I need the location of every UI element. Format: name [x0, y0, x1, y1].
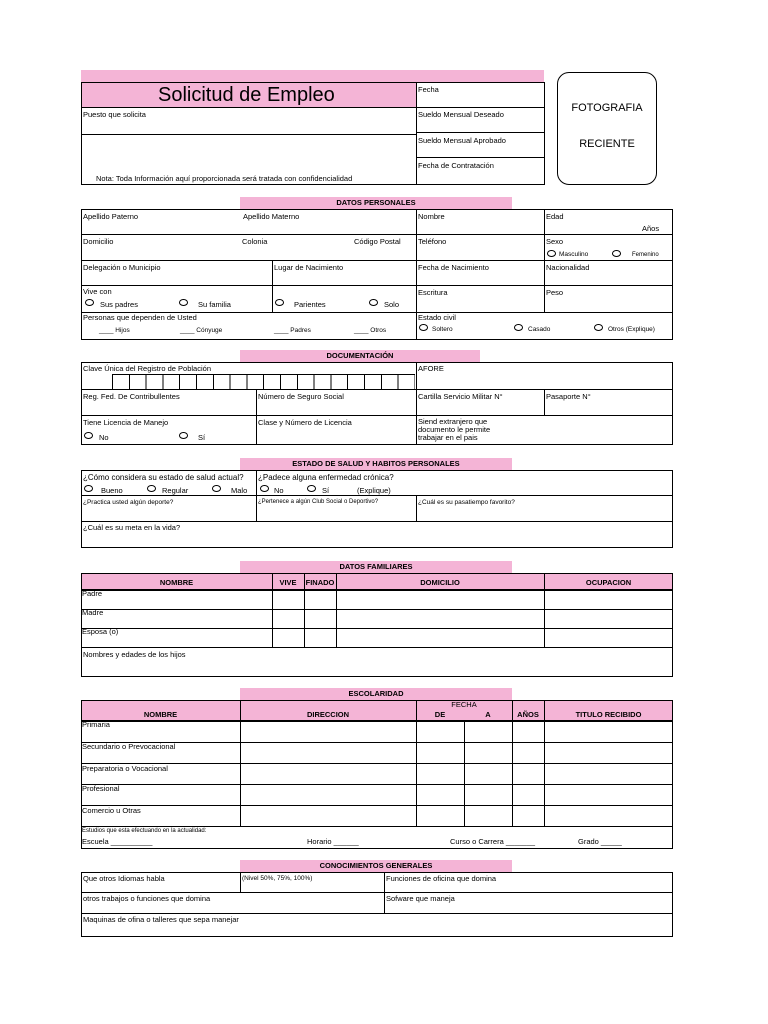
pasaporte-label: Pasaporte N°	[546, 392, 591, 401]
domicilio-label: Domicilio	[83, 237, 114, 246]
conyuge-field[interactable]: ____ Cónyuge	[180, 327, 223, 334]
femenino-label: Femenino	[632, 252, 659, 258]
photo-label-1: FOTOGRAFIA	[571, 102, 643, 114]
codigo-postal-label: Código Postal	[354, 237, 401, 246]
puesto-label: Puesto que solicita	[83, 110, 146, 119]
esc-header-a: A	[485, 710, 491, 719]
otros-radio[interactable]	[594, 324, 603, 331]
licencia-label: Tiene Licencia de Manejo	[83, 418, 169, 427]
esc-header-de: DE	[434, 710, 446, 719]
confidentiality-note: Nota: Toda Información aquí proporcionada será tratada con confidencialidad	[96, 174, 353, 183]
casado-radio[interactable]	[514, 324, 523, 331]
esc-row-secundaria: Secundario o Prevocacional	[82, 742, 176, 751]
esc-header-anos: AÑOS	[517, 710, 539, 719]
esc-header-direccion: DIRECCION	[306, 710, 350, 719]
padres-field[interactable]: ____ Padres	[274, 327, 311, 334]
salud-regular-radio[interactable]	[147, 485, 156, 492]
esc-row-profesional: Profesional	[82, 784, 120, 793]
rfc-label: Reg. Fed. De Contribullentes	[83, 392, 180, 401]
solo-label: Solo	[384, 300, 400, 309]
salud-malo-radio[interactable]	[212, 485, 221, 492]
fam-hijos-label: Nombres y edades de los hijos	[83, 650, 186, 659]
fam-header-vive: VIVE	[279, 578, 297, 587]
section-familiares: DATOS FAMILIARES	[240, 561, 512, 573]
enfermedad-si-label: Sí	[322, 486, 330, 495]
section-conocimientos: CONOCIMIENTOS GENERALES	[240, 860, 512, 872]
afore-label: AFORE	[418, 364, 444, 373]
nombre-label: Nombre	[418, 212, 445, 221]
apellido-paterno-label: Apellido Paterno	[83, 212, 139, 221]
explique-label: (Explique)	[357, 486, 391, 495]
idiomas-label: Que otros Idiomas habla	[83, 874, 165, 883]
soltero-radio[interactable]	[419, 324, 428, 331]
nacionalidad-label: Nacionalidad	[546, 263, 590, 272]
escuela-field[interactable]: Escuela __________	[82, 837, 153, 846]
dependientes-label: Personas que dependen de Usted	[83, 313, 197, 322]
masculino-label: Masculino	[559, 251, 589, 258]
section-documentacion: DOCUMENTACIÓN	[240, 350, 480, 362]
casado-label: Casado	[528, 326, 551, 333]
meta-label: ¿Cuál es su meta en la vida?	[83, 523, 181, 532]
sus-padres-radio[interactable]	[85, 299, 94, 306]
sueldo-deseado-label: Sueldo Mensual Deseado	[418, 110, 504, 119]
deporte-label: ¿Practica usted algún deporte?	[83, 499, 174, 506]
estudios-actuales-label: Estudios que esta efectuando en la actualidad:	[82, 828, 207, 834]
colonia-label: Colonia	[242, 237, 268, 246]
su-familia-radio[interactable]	[179, 299, 188, 306]
curp-label: Clave Única del Registro de Población	[83, 364, 211, 373]
parientes-label: Parientes	[294, 300, 326, 309]
extranjero-label-1: Siend extranjero que	[418, 417, 488, 426]
maquinas-label: Maquinas de ofina o talleres que sepa manejar	[83, 915, 239, 924]
esc-header-titulo: TITULO RECIBIDO	[575, 710, 642, 719]
estado-salud-label: ¿Cómo considera su estado de salud actual?	[83, 473, 244, 482]
esc-header-fecha: FECHA	[451, 700, 477, 709]
extranjero-label-2: documento le permite	[418, 425, 491, 434]
esc-row-comercio: Comercio u Otras	[82, 806, 141, 815]
fam-header-nombre: NOMBRE	[159, 578, 194, 587]
otros-field[interactable]: ____ Otros	[354, 327, 387, 334]
fam-header-finado: FINADO	[305, 578, 335, 587]
parientes-radio[interactable]	[275, 299, 284, 306]
fecha-contratacion-label: Fecha de Contratación	[418, 161, 494, 170]
sus-padres-label: Sus padres	[100, 300, 138, 309]
soltero-label: Soltero	[432, 326, 453, 333]
club-label: ¿Pertenece a algún Club Social o Deportivo?	[258, 499, 379, 505]
title-banner	[81, 70, 544, 82]
enfermedad-no-label: No	[274, 486, 284, 495]
nivel-label: (Nivel 50%, 75%, 100%)	[242, 875, 313, 882]
vive-con-label: Vive con	[83, 287, 112, 296]
conocimientos-table	[81, 872, 673, 937]
salud-bueno-label: Bueno	[101, 486, 123, 495]
photo-box	[557, 72, 657, 185]
salud-regular-label: Regular	[162, 486, 189, 495]
nss-label: Número de Seguro Social	[258, 392, 344, 401]
clase-licencia-label: Clase y Número de Licencia	[258, 418, 352, 427]
curso-field[interactable]: Curso o Carrera _______	[450, 837, 536, 846]
esc-row-preparatoria: Preparatoria o Vocacional	[82, 764, 168, 773]
section-datos-personales: DATOS PERSONALES	[240, 197, 512, 209]
fam-row-esposa: Esposa (o)	[82, 627, 119, 636]
sexo-label: Sexo	[546, 237, 564, 246]
licencia-no-radio[interactable]	[84, 432, 93, 439]
licencia-no-label: No	[99, 433, 109, 442]
photo-label-2: RECIENTE	[579, 138, 635, 150]
horario-field[interactable]: Horario ______	[307, 837, 359, 846]
salud-bueno-radio[interactable]	[84, 485, 93, 492]
section-escolaridad: ESCOLARIDAD	[240, 688, 512, 700]
estado-civil-label: Estado civil	[418, 313, 456, 322]
sueldo-aprobado-label: Sueldo Mensual Aprobado	[418, 136, 506, 145]
familiares-table	[81, 573, 673, 677]
anos-label: Años	[642, 224, 660, 233]
peso-label: Peso	[546, 288, 564, 297]
curp-boxes[interactable]	[112, 374, 415, 389]
fam-row-padre: Padre	[82, 589, 103, 598]
salud-malo-label: Malo	[231, 486, 248, 495]
masculino-radio[interactable]	[547, 250, 556, 257]
telefono-label: Teléfono	[418, 237, 447, 246]
licencia-si-radio[interactable]	[179, 432, 188, 439]
fam-header-ocupacion: OCUPACION	[585, 578, 632, 587]
apellido-materno-label: Apellido Materno	[243, 212, 300, 221]
extranjero-label-3: trabajar en el pais	[418, 433, 478, 442]
esc-header-nombre: NOMBRE	[143, 710, 178, 719]
licencia-si-label: Sí	[198, 433, 206, 442]
cartilla-label: Cartilla Servicio Militar N°	[418, 392, 503, 401]
enfermedad-label: ¿Padece alguna enfermedad crónica?	[258, 473, 394, 482]
page-title: Solicitud de Empleo	[158, 84, 335, 106]
fam-row-madre: Madre	[82, 608, 104, 617]
delegacion-label: Delegación o Municipio	[83, 263, 161, 272]
otros-trabajos-label: otros trabajos o funciones que domina	[83, 894, 211, 903]
otros-explique-label: Otros (Explique)	[608, 326, 655, 333]
fecha-nacimiento-label: Fecha de Nacimiento	[418, 263, 489, 272]
pasatiempo-label: ¿Cuál es su pasatiempo favorito?	[418, 499, 515, 506]
enfermedad-no-radio[interactable]	[260, 485, 269, 492]
su-familia-label: Su familia	[198, 300, 231, 309]
grado-field[interactable]: Grado _____	[578, 837, 622, 846]
enfermedad-si-radio[interactable]	[307, 485, 316, 492]
lugar-nacimiento-label: Lugar de Nacimiento	[274, 263, 344, 272]
femenino-radio[interactable]	[612, 250, 621, 257]
funciones-label: Funciones de oficina que domina	[386, 874, 497, 883]
solo-radio[interactable]	[369, 299, 378, 306]
section-salud: ESTADO DE SALUD Y HABITOS PERSONALES	[240, 458, 512, 470]
esc-row-primaria: Primaria	[82, 720, 110, 729]
software-label: Sofware que maneja	[386, 894, 455, 903]
edad-label: Edad	[546, 212, 564, 221]
fam-header-domicilio: DOMICILIO	[420, 578, 460, 587]
hijos-field[interactable]: ____ Hijos	[99, 327, 130, 334]
estatura-label: Escritura	[418, 288, 448, 297]
fecha-label: Fecha	[418, 85, 439, 94]
